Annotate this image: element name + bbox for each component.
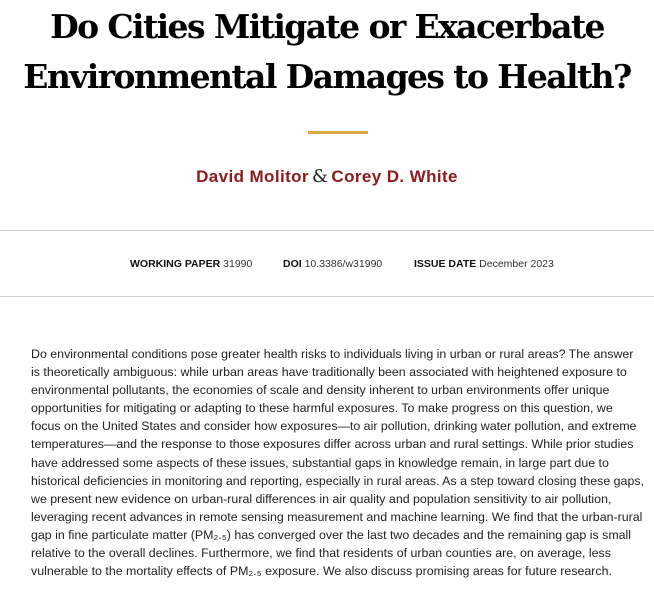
title-line-1: Do Cities Mitigate or Exacerbate: [50, 7, 604, 46]
page-title: [0, 2, 654, 102]
author-link-david-molitor[interactable]: David Molitor: [196, 167, 309, 186]
title-divider: [308, 131, 368, 134]
author-list: [0, 165, 654, 189]
working-paper-number: [130, 256, 252, 272]
abstract-text: Do environmental conditions pose greater health risks to individuals living in urban or rural areas? The answer is theoretically ambiguous: while urban areas have traditionally been associated with heightened exposure to environmental pollutants, the economies of scale and density inherent to urban environments offer unique opportunities for mitigating or adapting to these harmful exposures. To make progress on this question, we focus on the United States and consider how exposures—to air pollution, drinking water pollution, and extreme temperatures—and the response to those exposures differ across urban and rural settings. While prior studies have addressed some aspects of these issues, substantial gaps in knowledge remain, in large part due to historical deficiencies in monitoring and reporting, especially in rural areas. As a step toward closing these gaps, we present new evidence on urban-rural differences in air quality and population sensitivity to air pollution, leveraging recent advances in remote sensing measurement and machine learning. We find that the urban-rural gap in fine particulate matter (PM₂.₅) has converged over the last two decades and the remaining gap is small relative to the overall declines. Furthermore, we find that residents of urban counties are, on average, less vulnerable to the mortality effects of PM₂.₅ exposure. We also discuss promising areas for future research.: [31, 347, 644, 579]
author-link-corey-white[interactable]: Corey D. White: [331, 167, 458, 186]
title-line-2: Environmental Damages to Health?: [23, 57, 631, 96]
issue-date: [414, 256, 554, 272]
issue-date-label: ISSUE DATE: [414, 258, 477, 270]
meta-top-divider: [0, 230, 654, 231]
doi-value[interactable]: 10.3386/w31990: [304, 258, 383, 270]
working-paper-value: 31990: [223, 258, 253, 270]
meta-bottom-divider: [0, 296, 654, 297]
doi-label: DOI: [283, 258, 302, 270]
doi: [283, 256, 382, 272]
author-separator: &: [311, 166, 329, 187]
issue-date-value: December 2023: [479, 258, 554, 270]
working-paper-label: WORKING PAPER: [130, 258, 221, 270]
